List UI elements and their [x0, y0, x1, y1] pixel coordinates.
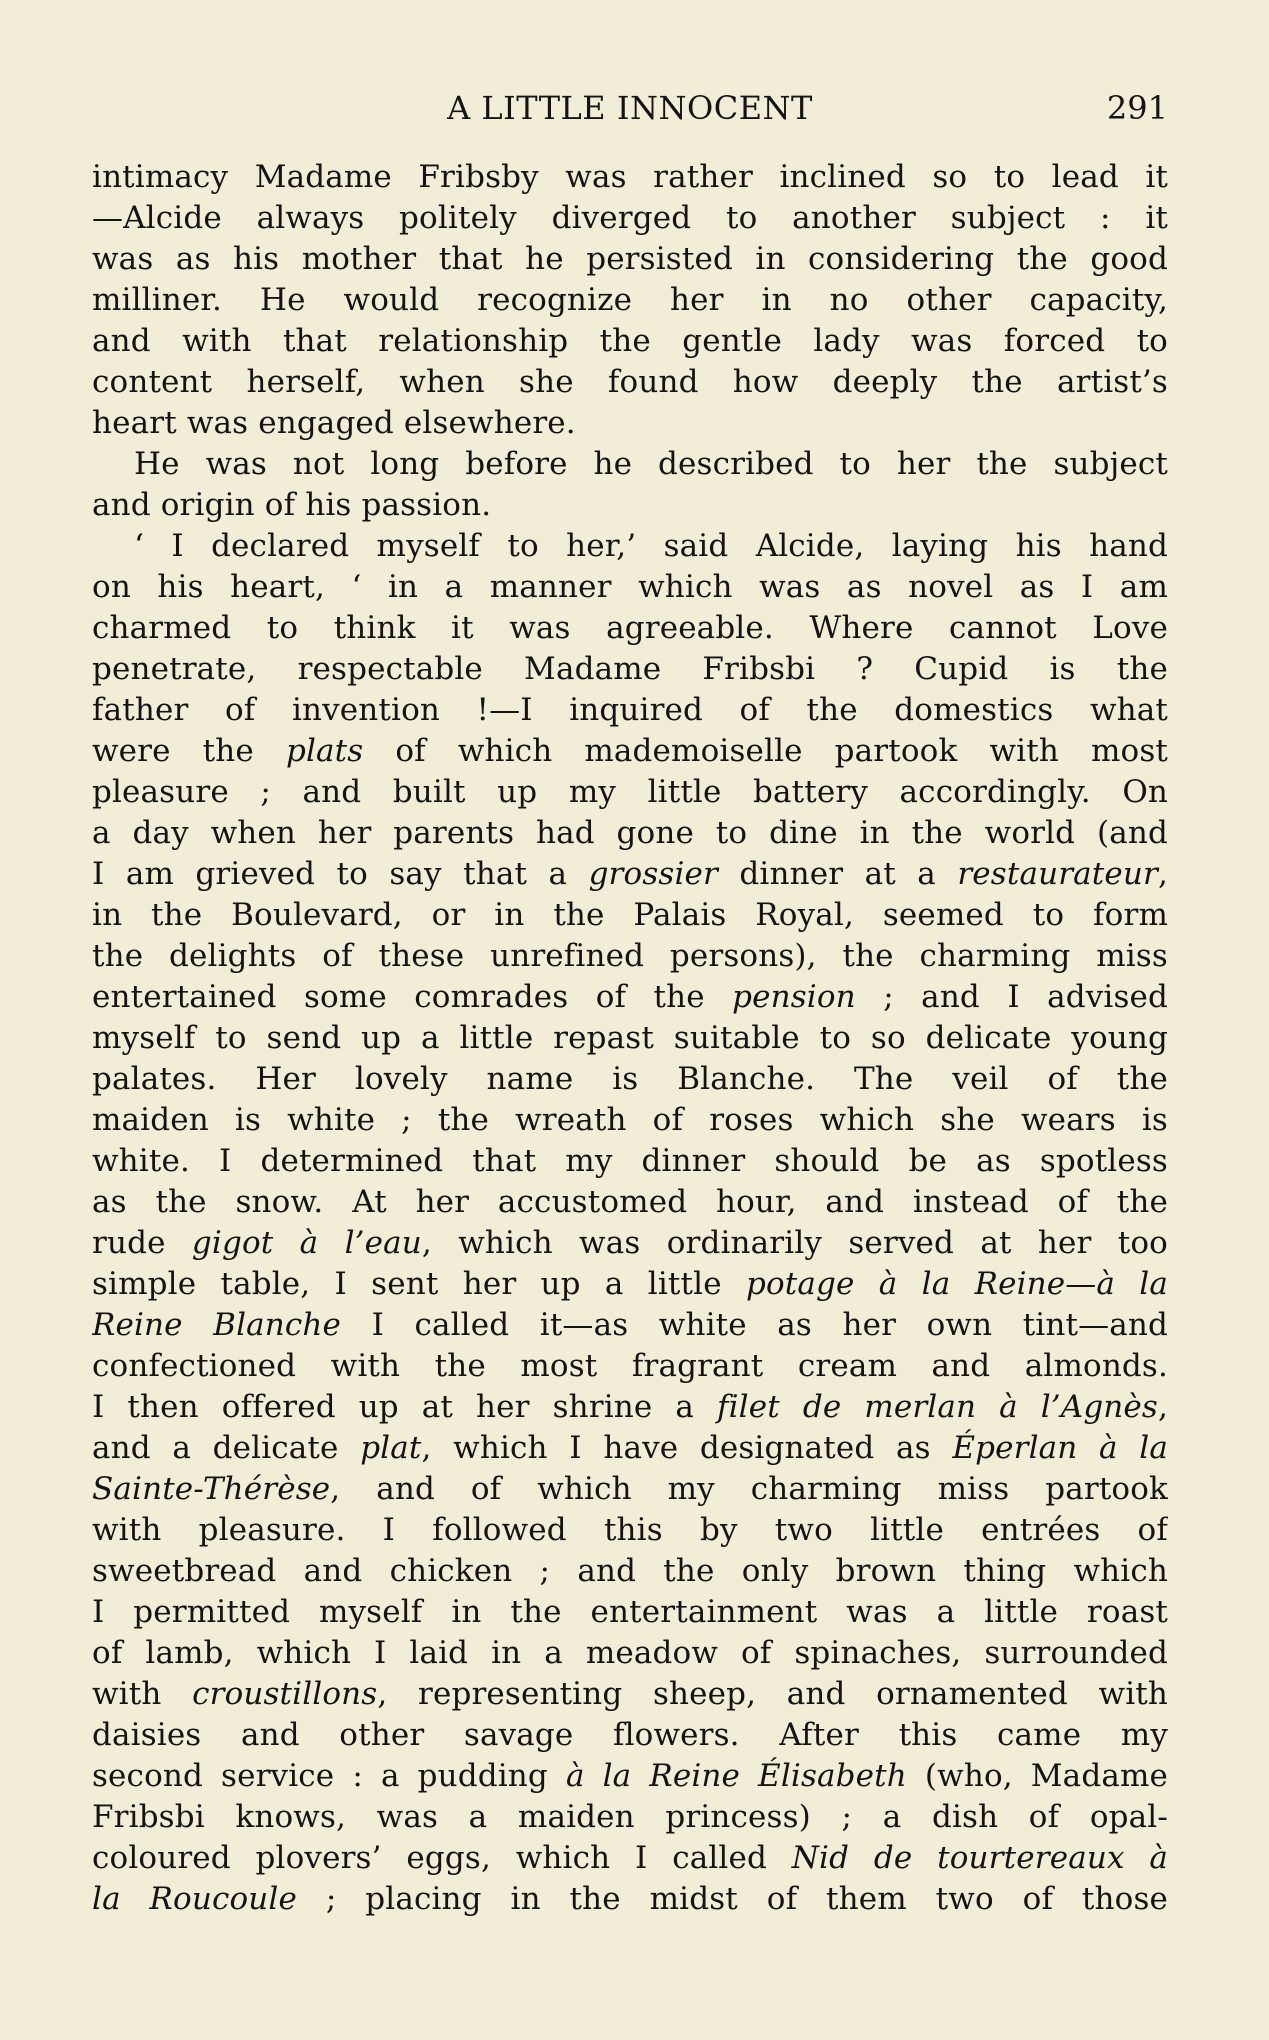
text-line: of lamb, which I laid in a meadow of spinaches, surrounded — [92, 1635, 1168, 1671]
text-line: —Alcide always politely diverged to another subject : it — [92, 200, 1168, 236]
text-line: content herself, when she found how deeply the artist’s — [92, 364, 1168, 400]
text-line: intimacy Madame Fribsby was rather inclined so to lead it — [92, 159, 1168, 195]
text-line: a day when her parents had gone to dine in the world (and — [92, 815, 1168, 851]
text-line: Sainte-Thérèse, and of which my charming miss partook — [92, 1471, 1168, 1507]
text-line: pleasure ; and built up my little battery accordingly. On — [92, 774, 1168, 810]
text-line: and origin of his passion. — [92, 487, 492, 523]
text-line: white. I determined that my dinner should be as spotless — [92, 1143, 1168, 1179]
text-line: and a delicate plat, which I have designated as Éperlan à la — [92, 1430, 1168, 1466]
text-line: confectioned with the most fragrant cream and almonds. — [92, 1348, 1168, 1384]
text-line: on his heart, ‘ in a manner which was as novel as I am — [92, 569, 1168, 605]
text-line: I permitted myself in the entertainment was a little roast — [92, 1594, 1168, 1630]
running-header — [92, 84, 1168, 132]
text-line: with croustillons, representing sheep, and ornamented with — [92, 1676, 1168, 1712]
book-page — [92, 0, 1168, 2040]
text-line: the delights of these unrefined persons), the charming miss — [92, 938, 1168, 974]
text-line: father of invention !—I inquired of the domestics what — [92, 692, 1168, 728]
body-text — [92, 157, 1168, 1920]
text-line: I am grieved to say that a grossier dinner at a restaurateur, — [92, 856, 1168, 892]
text-line: heart was engaged elsewhere. — [92, 405, 576, 441]
page-number: 291 — [1106, 89, 1168, 127]
text-line: second service : a pudding à la Reine Élisabeth (who, Madame — [92, 1758, 1168, 1794]
text-line: in the Boulevard, or in the Palais Royal, seemed to form — [92, 897, 1168, 933]
text-line: palates. Her lovely name is Blanche. The veil of the — [92, 1061, 1168, 1097]
text-line: myself to send up a little repast suitable to so delicate young — [92, 1020, 1168, 1056]
text-line: rude gigot à l’eau, which was ordinarily served at her too — [92, 1225, 1168, 1261]
text-line: He was not long before he described to her the subject — [134, 446, 1168, 482]
text-line: as the snow. At her accustomed hour, and instead of the — [92, 1184, 1168, 1220]
text-line: with pleasure. I followed this by two little entrées of — [92, 1512, 1168, 1548]
text-line: Fribsbi knows, was a maiden princess) ; a dish of opal- — [92, 1799, 1168, 1835]
text-line: were the plats of which mademoiselle partook with most — [92, 733, 1168, 769]
text-line: maiden is white ; the wreath of roses which she wears is — [92, 1102, 1168, 1138]
text-line: was as his mother that he persisted in considering the good — [92, 241, 1168, 277]
text-line: I then offered up at her shrine a filet de merlan à l’Agnès, — [92, 1389, 1168, 1425]
text-line: daisies and other savage flowers. After this came my — [92, 1717, 1168, 1753]
text-line: simple table, I sent her up a little potage à la Reine—à la — [92, 1266, 1168, 1302]
text-line: la Roucoule ; placing in the midst of them two of those — [92, 1881, 1168, 1917]
running-title: A LITTLE INNOCENT — [447, 89, 813, 127]
text-line: milliner. He would recognize her in no other capacity, — [92, 282, 1168, 318]
text-line: Reine Blanche I called it—as white as her own tint—and — [92, 1307, 1168, 1343]
text-line: ‘ I declared myself to her,’ said Alcide, laying his hand — [134, 528, 1168, 564]
text-line: entertained some comrades of the pension ; and I advised — [92, 979, 1168, 1015]
text-line: charmed to think it was agreeable. Where cannot Love — [92, 610, 1168, 646]
text-line: and with that relationship the gentle lady was forced to — [92, 323, 1168, 359]
text-line: sweetbread and chicken ; and the only brown thing which — [92, 1553, 1168, 1589]
text-line: coloured plovers’ eggs, which I called Nid de tourtereaux à — [92, 1840, 1168, 1876]
text-line: penetrate, respectable Madame Fribsbi ? Cupid is the — [92, 651, 1168, 687]
